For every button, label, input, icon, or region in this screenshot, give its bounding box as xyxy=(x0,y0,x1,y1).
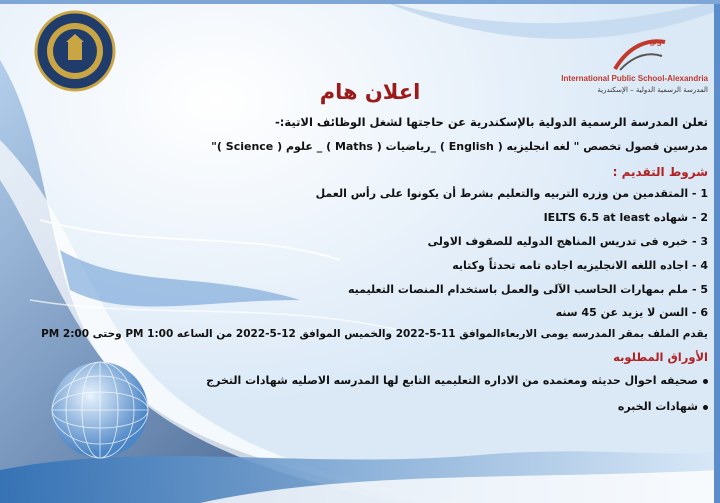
page-title: اعلان هام xyxy=(319,80,421,104)
bullet-icon xyxy=(703,405,708,410)
school-logo xyxy=(561,34,710,104)
document-item xyxy=(618,400,708,413)
positions-text: مدرسين فصول تخصص " لغه انجليزيه ( English ) _رياضيات ( Maths ) _ علوم ( Science )" xyxy=(211,140,708,153)
document-item xyxy=(206,374,708,387)
requirement-item: 2 - شهاده IELTS 6.5 at least xyxy=(543,211,708,224)
ips-school-mark-icon xyxy=(610,34,670,74)
documents-heading: الأوراق المطلوبه xyxy=(613,350,708,364)
requirement-item: 4 - اجاده اللغه الانجليزيه اجاده تامه تحدثاً وكتابه xyxy=(452,259,708,272)
requirement-item: 3 - خبره فى تدريس المناهج الدوليه للصفوف الاولى xyxy=(427,235,708,248)
school-name-en: International Public School-Alexandria xyxy=(561,74,708,83)
svg-text:IPS: IPS xyxy=(650,41,662,48)
bullet-icon xyxy=(703,379,708,384)
submission-text: يقدم الملف بمقر المدرسه يومى الاربعاءالموافق 11-5-2022 والخميس الموافق 12-5-2022 من الساعه 1:00 PM وحتى 2:00 PM xyxy=(41,328,708,340)
school-name-ar: المدرسة الرسمية الدولية – الإسكندرية xyxy=(597,86,708,94)
requirement-item: 5 - ملم بمهارات الحاسب الآلى والعمل باستخدام المنصات التعليميه xyxy=(347,283,708,296)
requirement-item: 6 - السن لا يزيد عن 45 سنه xyxy=(555,306,708,319)
requirement-item: 1 - المتقدمين من وزره التربيه والتعليم بشرط أن يكونوا على رأس العمل xyxy=(315,187,708,200)
requirements-heading: شروط التقديم : xyxy=(612,165,708,179)
ministry-seal-icon xyxy=(34,10,116,92)
document-label: صحيفه احوال حديثه ومعتمده من الاداره التعليميه التابع لها المدرسه الاصليه شهادات التخرج xyxy=(206,374,698,387)
intro-text: تعلن المدرسة الرسمية الدولية بالإسكندرية عن حاجتها لشغل الوظائف الاتية:- xyxy=(275,115,708,129)
document-label: شهادات الخبره xyxy=(617,400,698,413)
